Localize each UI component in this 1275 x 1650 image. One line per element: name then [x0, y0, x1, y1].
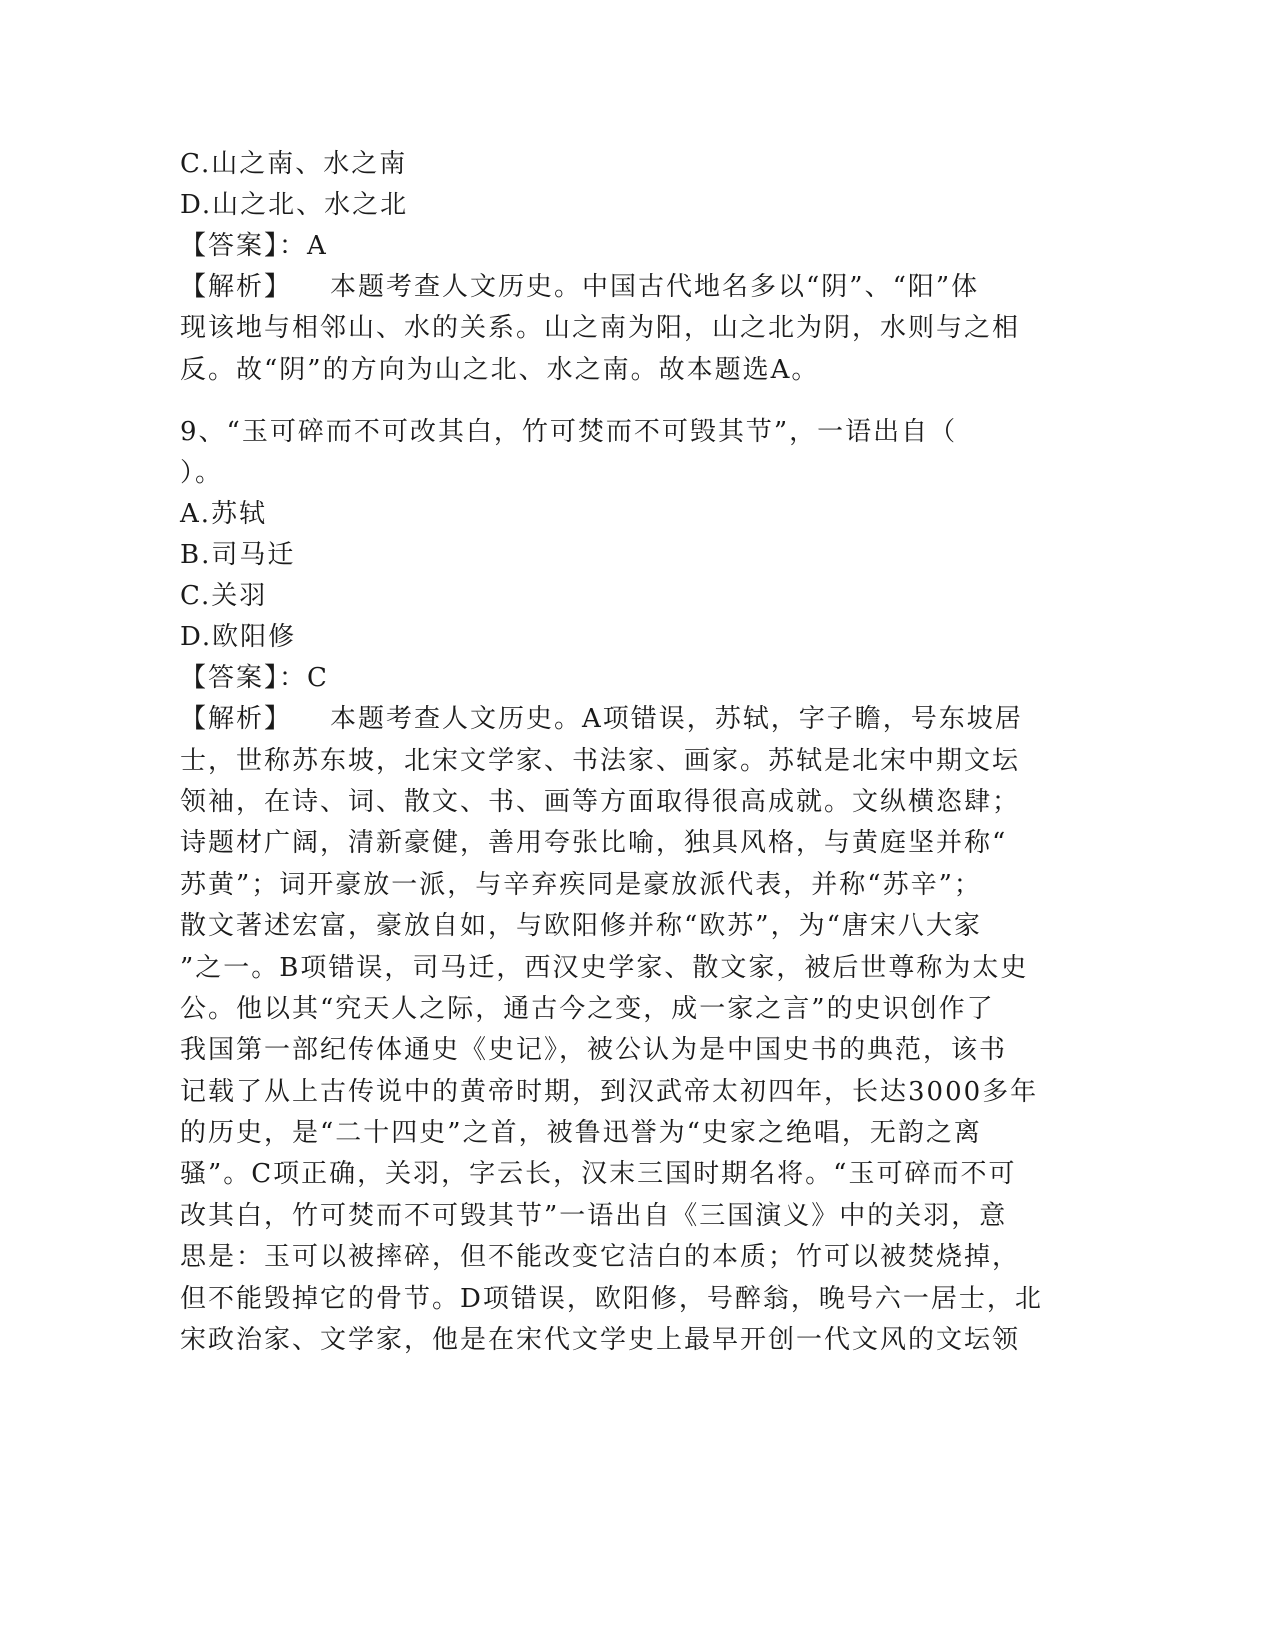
- analysis-line: 士，世称苏东坡，北宋文学家、书法家、画家。苏轼是北宋中期文坛: [180, 745, 1021, 776]
- document-page: [180, 144, 1050, 1361]
- analysis-line: 诗题材广阔，清新豪健，善用夸张比喻，独具风格，与黄庭坚并称“: [180, 828, 1008, 859]
- analysis-line: 改其白，竹可焚而不可毁其节”一语出自《三国演义》中的关羽，意: [180, 1200, 1008, 1231]
- question-9-option-d: D.欧阳修: [180, 622, 297, 653]
- prev-answer-value: ：A: [279, 231, 328, 261]
- analysis-line: 宋政治家、文学家，他是在宋代文学史上最早开创一代文风的文坛领: [180, 1325, 1021, 1356]
- prev-analysis-line: 现该地与相邻山、水的关系。山之南为阳，山之北为阴，水则与之相: [180, 313, 1021, 344]
- analysis-line: 公。他以其“究天人之际，通古今之变，成一家之言”的史识创作了: [180, 993, 995, 1024]
- analysis-line: ”之一。B项错误，司马迁，西汉史学家、散文家，被后世尊称为太史: [180, 952, 1029, 983]
- analysis-line: 散文著述宏富，豪放自如，与欧阳修并称“欧苏”，为“唐宋八大家: [180, 911, 982, 942]
- analysis-line: 记载了从上古传说中的黄帝时期，到汉武帝太初四年，长达3000多年: [180, 1076, 1039, 1107]
- analysis-line: 但不能毁掉它的骨节。D项错误，欧阳修，号醉翁，晚号六一居士，北: [180, 1283, 1043, 1314]
- question-9-stem-cont: ）。: [180, 458, 224, 489]
- analysis-text: 本题考查人文历史。A项错误，苏轼，字子瞻，号东坡居: [330, 704, 1023, 735]
- analysis-line: 领袖，在诗、词、散文、书、画等方面取得很高成就。文纵横恣肆；: [180, 786, 1021, 817]
- prev-answer: [180, 226, 1050, 267]
- question-9-analysis-label: 【解析】: [180, 704, 293, 735]
- analysis-line: 我国第一部纪传体通史《史记》，被公认为是中国史书的典范，该书: [180, 1035, 1008, 1066]
- question-9-option-b: B.司马迁: [180, 540, 296, 571]
- analysis-line: 思是：玉可以被摔碎，但不能改变它洁白的本质；竹可以被焚烧掉，: [180, 1242, 1021, 1273]
- question-9-option-c: C.关羽: [180, 581, 268, 612]
- question-9-answer: [180, 658, 1050, 699]
- prev-analysis-text: 本题考查人文历史。中国古代地名多以“阴”、“阳”体: [330, 272, 980, 302]
- prev-analysis-line: [180, 267, 1050, 308]
- prev-option-c: C.山之南、水之南: [180, 149, 408, 179]
- prev-answer-label: 【答案】: [180, 231, 280, 261]
- prev-analysis-line: 反。故“阴”的方向为山之北、水之南。故本题选A。: [180, 354, 820, 385]
- question-9-analysis: [180, 699, 1050, 1361]
- prev-analysis: [180, 267, 1050, 391]
- prev-option-d: D.山之北、水之北: [180, 190, 409, 220]
- analysis-line: [180, 699, 1050, 740]
- analysis-line: 骚”。C项正确，关羽，字云长，汉末三国时期名将。“玉可碎而不可: [180, 1159, 1017, 1190]
- question-9-stem: 9、“玉可碎而不可改其白，竹可焚而不可毁其节”，一语出自（: [180, 417, 958, 448]
- prev-analysis-label: 【解析】: [180, 272, 293, 302]
- analysis-line: 的历史，是“二十四史”之首，被鲁迅誉为“史家之绝唱，无韵之离: [180, 1118, 982, 1149]
- analysis-line: 苏黄”；词开豪放一派，与辛弃疾同是豪放派代表，并称“苏辛”；: [180, 869, 982, 900]
- question-9-answer-value: ：C: [279, 663, 329, 694]
- question-9-option-a: A.苏轼: [180, 499, 268, 530]
- question-9-answer-label: 【答案】: [180, 663, 280, 694]
